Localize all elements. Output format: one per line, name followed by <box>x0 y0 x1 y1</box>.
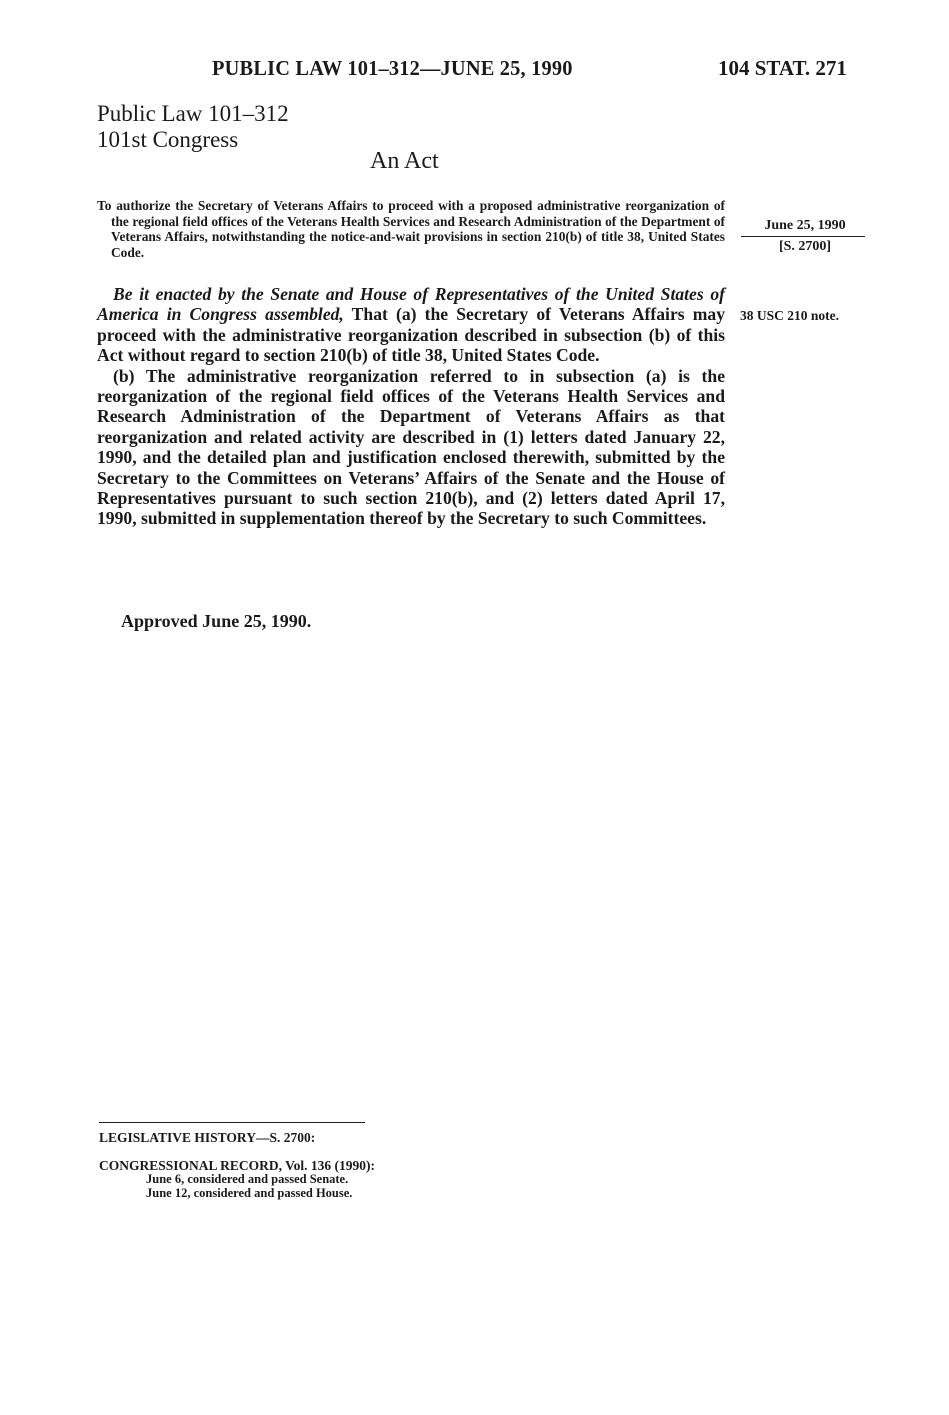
margin-citation: 38 USC 210 note. <box>740 308 840 323</box>
running-head: PUBLIC LAW 101–312—JUNE 25, 1990 <box>212 56 573 80</box>
margin-bill-number: [S. 2700] <box>778 239 832 254</box>
act-body <box>97 284 725 529</box>
public-law-number: Public Law 101–312 <box>97 101 289 126</box>
subsection-a: That (a) the Secretary of Veterans Affairs may proceed with the administrative reorganization described in subsection (b) of this Act without regard to section 210(b) of title 38, United States Code. <box>97 304 725 366</box>
act-heading: An Act <box>370 148 439 174</box>
legislative-history-title: LEGISLATIVE HISTORY—S. 2700: <box>99 1130 316 1145</box>
approval-line: Approved June 25, 1990. <box>121 611 312 631</box>
legislative-action: June 6, considered and passed Senate. <box>146 1172 349 1186</box>
purpose-statement <box>97 198 725 260</box>
statute-page-number: 104 STAT. 271 <box>718 56 847 80</box>
legislative-actions <box>146 1172 352 1200</box>
subsection-b: (b) The administrative reorganization referred to in subsection (a) is the reorganization of the regional field offices of the Veterans Health Services and Research Administration of the Department of Veterans Affairs as that reorganization and related activity are described in (1) letters dated January 22, 1990, and the detailed plan and justification enclosed therewith, submitted by the Secretary to the Committees on Veterans’ Affairs of the Senate and the House of Representatives pursuant to such section 210(b), and (2) letters dated April 17, 1990, submitted in supplementation thereof by the Secretary to such Committees. <box>97 365 725 529</box>
congress-label: 101st Congress <box>97 127 239 152</box>
enacting-clause: Be it enacted by the Senate and House of Representatives of the United States of America in Congress assembled, <box>97 284 725 325</box>
purpose-text: To authorize the Secretary of Veterans Affairs to proceed with a proposed administrative reorganization of the regional field offices of the Veterans Health Services and Research Administration of the Department of Veterans Affairs, notwithstanding the notice-and-wait provisions in section 210(b) of title 38, United States Code. <box>97 198 725 260</box>
margin-rule <box>741 236 865 237</box>
congressional-record: CONGRESSIONAL RECORD, Vol. 136 (1990): <box>99 1158 376 1173</box>
margin-date: June 25, 1990 <box>764 218 846 233</box>
legislative-action: June 12, considered and passed House. <box>146 1186 353 1200</box>
subsection-a-paragraph <box>97 284 725 366</box>
legislative-history-rule <box>99 1122 365 1123</box>
